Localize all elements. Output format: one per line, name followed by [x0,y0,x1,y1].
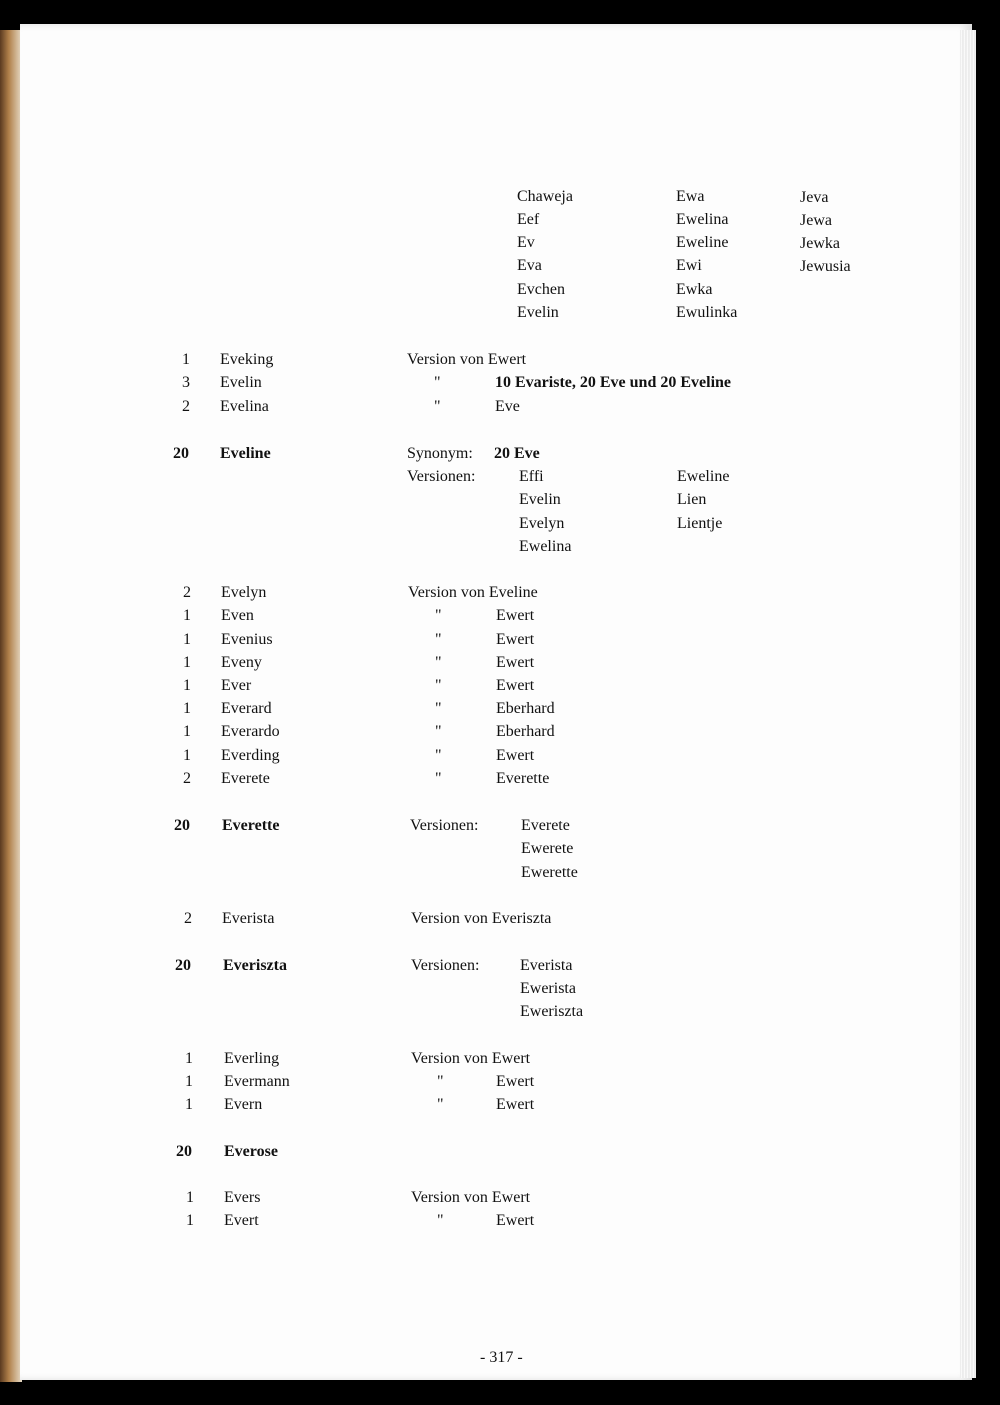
entry-desc: Ewert [496,1212,535,1229]
entry-count: 2 [184,910,192,927]
entry-desc: Ewert [496,1073,535,1090]
list-item: Evelin [517,304,559,321]
list-item: Ewelina [676,211,729,228]
version-item: Lien [677,491,707,508]
entry-desc: Eve [495,398,520,415]
entry-desc: Eberhard [496,700,555,717]
entry-desc: Version von Everiszta [411,910,552,927]
entry-desc: Ewert [496,654,535,671]
entry-desc: Eberhard [496,723,555,740]
entry-name: Eveny [221,654,262,671]
entry-desc: Ewert [496,607,535,624]
version-item: Lientje [677,515,723,532]
entry-name: Eveline [220,445,271,462]
ditto-mark: " [434,374,441,391]
ditto-mark: " [437,1073,444,1090]
entry-label: Synonym: [407,445,473,462]
list-item: Chaweja [517,188,573,205]
entry-name: Everette [222,817,280,834]
version-item: Ewelina [519,538,572,555]
ditto-mark: " [435,654,442,671]
list-item: Jewa [800,212,832,229]
entry-name: Evert [224,1212,259,1229]
entry-desc: Version von Ewert [411,1050,531,1067]
entry-count: 1 [185,1096,193,1113]
entry-count: 1 [185,1050,193,1067]
version-item: Everista [520,957,573,974]
entry-count: 1 [182,351,190,368]
entry-count: 2 [183,584,191,601]
entry-count: 1 [185,1073,193,1090]
entry-desc: Ewert [496,677,535,694]
entry-count: 1 [186,1212,194,1229]
entry-name: Everiszta [223,957,287,974]
entry-name: Evelina [220,398,269,415]
entry-count: 20 [173,445,189,462]
version-item: Eweline [677,468,730,485]
entry-count: 1 [183,700,191,717]
list-item: Ewka [676,281,713,298]
entry-count: 1 [183,607,191,624]
list-item: Jewka [800,235,840,252]
entry-name: Everista [222,910,275,927]
entry-count: 2 [182,398,190,415]
entry-count: 20 [176,1143,192,1160]
book-binding-edge [0,30,22,1382]
list-item: Evchen [517,281,565,298]
ditto-mark: " [435,770,442,787]
ditto-mark: " [434,398,441,415]
list-item: Jeva [800,189,829,206]
entry-name: Even [221,607,254,624]
entry-name: Evern [224,1096,263,1113]
entry-synonym: 20 Eve [494,445,540,462]
version-item: Ewerista [520,980,576,997]
list-item: Eef [517,211,540,228]
entry-count: 1 [183,723,191,740]
entry-count: 1 [183,654,191,671]
version-item: Ewerette [521,864,578,881]
list-item: Jewusia [800,258,851,275]
entry-desc: Version von Ewert [411,1189,531,1206]
page-number: - 317 - [480,1349,523,1366]
entry-count: 1 [183,677,191,694]
entry-count: 1 [183,631,191,648]
entry-label: Versionen: [407,468,476,485]
list-item: Eva [517,257,542,274]
entry-name: Evelin [220,374,262,391]
entry-count: 1 [183,747,191,764]
entry-name: Everose [224,1143,278,1160]
entry-count: 2 [183,770,191,787]
page-stack-edge [960,30,976,1378]
entry-name: Eveking [220,351,274,368]
entry-count: 20 [175,957,191,974]
version-item: Eweriszta [520,1003,584,1020]
ditto-mark: " [435,677,442,694]
entry-name: Evelyn [221,584,267,601]
version-item: Evelyn [519,515,565,532]
ditto-mark: " [435,700,442,717]
list-item: Ewulinka [676,304,738,321]
entry-desc: 10 Evariste, 20 Eve und 20 Eveline [495,374,732,391]
entry-name: Everardo [221,723,280,740]
entry-desc: Version von Ewert [407,351,527,368]
list-item: Ev [517,234,535,251]
entry-desc: Ewert [496,631,535,648]
list-item: Ewa [676,188,705,205]
entry-name: Everding [221,747,280,764]
version-item: Ewerete [521,840,574,857]
entry-name: Everete [221,770,270,787]
entry-desc: Version von Eveline [408,584,538,601]
entry-desc: Ewert [496,747,535,764]
version-item: Effi [519,468,544,485]
ditto-mark: " [435,747,442,764]
entry-count: 3 [182,374,190,391]
entry-name: Everling [224,1050,280,1067]
entry-count: 20 [174,817,190,834]
entry-desc: Ewert [496,1096,535,1113]
version-item: Everete [521,817,570,834]
entry-name: Evers [224,1189,261,1206]
entry-count: 1 [186,1189,194,1206]
ditto-mark: " [435,723,442,740]
entry-label: Versionen: [411,957,480,974]
ditto-mark: " [435,631,442,648]
entry-label: Versionen: [410,817,479,834]
entry-name: Evenius [221,631,273,648]
ditto-mark: " [437,1096,444,1113]
entry-name: Evermann [224,1073,290,1090]
entry-desc: Everette [496,770,550,787]
ditto-mark: " [437,1212,444,1229]
entry-name: Everard [221,700,272,717]
version-item: Evelin [519,491,561,508]
list-item: Eweline [676,234,729,251]
ditto-mark: " [435,607,442,624]
list-item: Ewi [676,257,702,274]
entry-name: Ever [221,677,252,694]
